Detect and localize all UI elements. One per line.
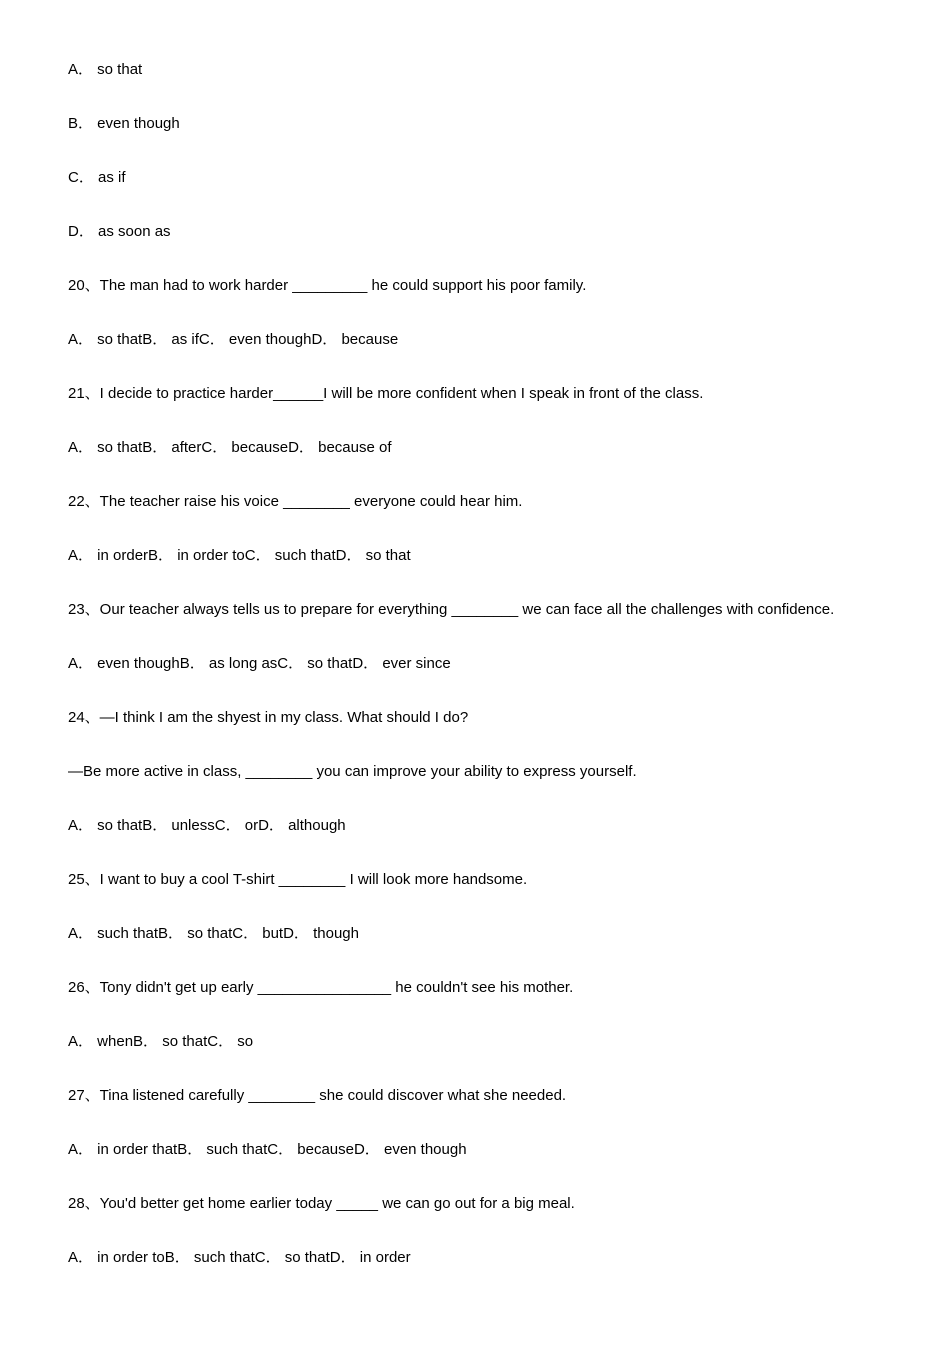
document-page <box>68 58 928 1300</box>
option-b-q19: B． even though <box>68 115 180 132</box>
option-c-q19: C． as if <box>68 169 126 186</box>
question-22: 22、The teacher raise his voice ________ everyone could hear him. <box>68 493 523 510</box>
options-q25: A． such thatB． so thatC． butD． though <box>68 925 359 942</box>
question-24-reply: —Be more active in class, ________ you can improve your ability to express yourself. <box>68 763 637 780</box>
options-q28: A． in order toB． such thatC． so thatD． in order <box>68 1249 411 1266</box>
question-21: 21、I decide to practice harder______I will be more confident when I speak in front of the class. <box>68 385 704 402</box>
option-d-q19: D． as soon as <box>68 223 171 240</box>
question-20: 20、The man had to work harder _________ he could support his poor family. <box>68 277 587 294</box>
options-q20: A． so thatB． as ifC． even thoughD． because <box>68 331 399 348</box>
option-a-q19: A． so that <box>68 61 143 78</box>
question-24: 24、—I think I am the shyest in my class. What should I do? <box>68 709 469 726</box>
question-28: 28、You'd better get home earlier today _____ we can go out for a big meal. <box>68 1195 575 1212</box>
options-q22: A． in orderB． in order toC． such thatD． so that <box>68 547 411 564</box>
question-23: 23、Our teacher always tells us to prepare for everything ________ we can face all the challenges with confidence. <box>68 601 835 618</box>
options-q21: A． so thatB． afterC． becauseD． because of <box>68 439 392 456</box>
question-25: 25、I want to buy a cool T-shirt ________ I will look more handsome. <box>68 871 528 888</box>
options-q27: A． in order thatB． such thatC． becauseD． even though <box>68 1141 467 1158</box>
options-q24: A． so thatB． unlessC． orD． although <box>68 817 346 834</box>
options-q23: A． even thoughB． as long asC． so thatD． ever since <box>68 655 451 672</box>
options-q26: A． whenB． so thatC． so <box>68 1033 254 1050</box>
question-26: 26、Tony didn't get up early ________________ he couldn't see his mother. <box>68 979 574 996</box>
question-27: 27、Tina listened carefully ________ she could discover what she needed. <box>68 1087 567 1104</box>
